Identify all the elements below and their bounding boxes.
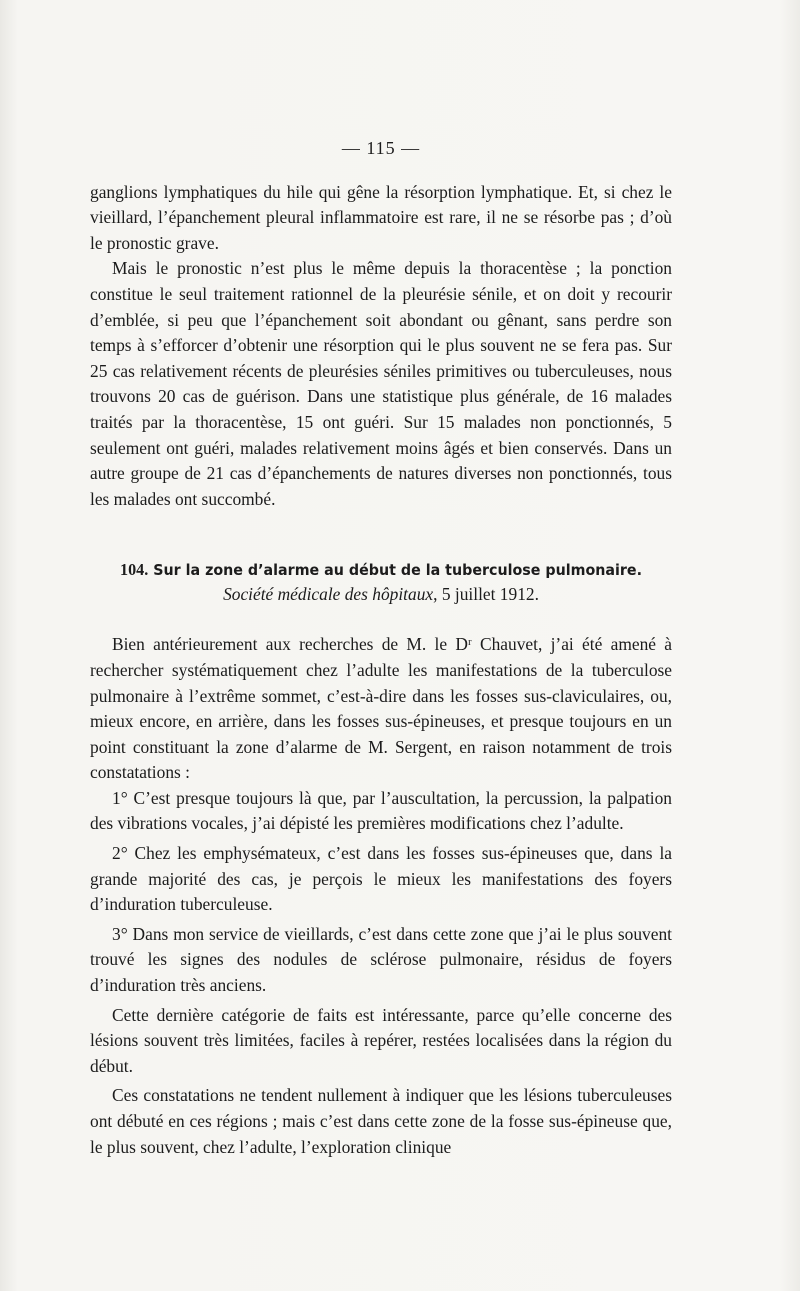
section-source <box>90 582 672 606</box>
paragraph-intro: Bien antérieurement aux recherches de M. le Dʳ Chauvet, j’ai été amené à rechercher systématiquement chez l’adulte les manifestations de la tuberculose pulmonaire à l’extrême sommet, c’est-à-dire dans les fosses sus-claviculaires, ou, mieux encore, en arrière, dans les fosses sus-épineuses, et presque toujours en un point constituant la zone d’alarme de M. Sergent, en raison notamment de trois constatations : <box>90 634 672 783</box>
paragraph-continuation: ganglions lymphatiques du hile qui gêne la résorption lymphatique. Et, si chez le vieillard, l’épanchement pleural inflammatoire est rare, il ne se résorbe pas ; d’où le pronostic grave. <box>90 181 672 253</box>
page-number: — 115 — <box>341 138 421 158</box>
source-journal: Société médicale des hôpitaux <box>223 584 434 605</box>
paragraph-point-3: 3° Dans mon service de vieillards, c’est dans cette zone que j’ai le plus souvent trouvé les signes des nodules de sclérose pulmonaire, résidus de foyers d’induration très anciens. <box>90 923 672 996</box>
paragraph-category: Cette dernière catégorie de faits est intéressante, parce qu’elle concerne des lésions souvent très limitées, faciles à repérer, restées localisées dans la région du début. <box>90 1004 672 1076</box>
section-heading <box>105 558 658 582</box>
paragraph-point-1: 1° C’est presque toujours là que, par l’auscultation, la percussion, la palpation des vibrations vocales, j’ai dépisté les premières modifications chez l’adulte. <box>90 787 672 834</box>
section-number: 104. <box>119 560 149 580</box>
page-content <box>90 136 672 1160</box>
source-date: , 5 juillet 1912. <box>433 584 539 605</box>
section-title: Sur la zone d’alarme au début de la tuberculose pulmonaire. <box>153 561 643 580</box>
paragraph-constatations: Ces constatations ne tendent nullement à indiquer que les lésions tuberculeuses ont débuté en ces régions ; mais c’est dans cette zone de la fosse sus-épineuse que, le plus souvent, chez l’adulte, l’exploration clinique <box>90 1085 672 1157</box>
paragraph-point-2: 2° Chez les emphysémateux, c’est dans les fosses sus-épineuses que, dans la grande majorité des cas, je perçois le mieux les manifestations des foyers d’induration tuberculeuse. <box>90 843 672 915</box>
paragraph-prognosis: Mais le pronostic n’est plus le même depuis la thoracentèse ; la ponction constitue le seul traitement rationnel de la pleurésie sénile, et on doit y recourir d’emblée, si peu que l’épanchement soit abondant ou gênant, sans perdre son temps à s’efforcer d’obtenir une résorption qui le plus souvent ne se fera pas. Sur 25 cas relativement récents de pleurésies séniles primitives ou tuberculeuses, nous trouvons 20 cas de guérison. Dans une statistique plus générale, de 16 malades traités par la thoracentèse, 15 ont guéri. Sur 15 malades non ponctionnés, 5 seulement ont guéri, malades relativement moins âgés et bien conservés. Dans un autre groupe de 21 cas d’épanchements de natures diverses non ponctionnés, tous les malades ont succombé. <box>90 258 672 509</box>
